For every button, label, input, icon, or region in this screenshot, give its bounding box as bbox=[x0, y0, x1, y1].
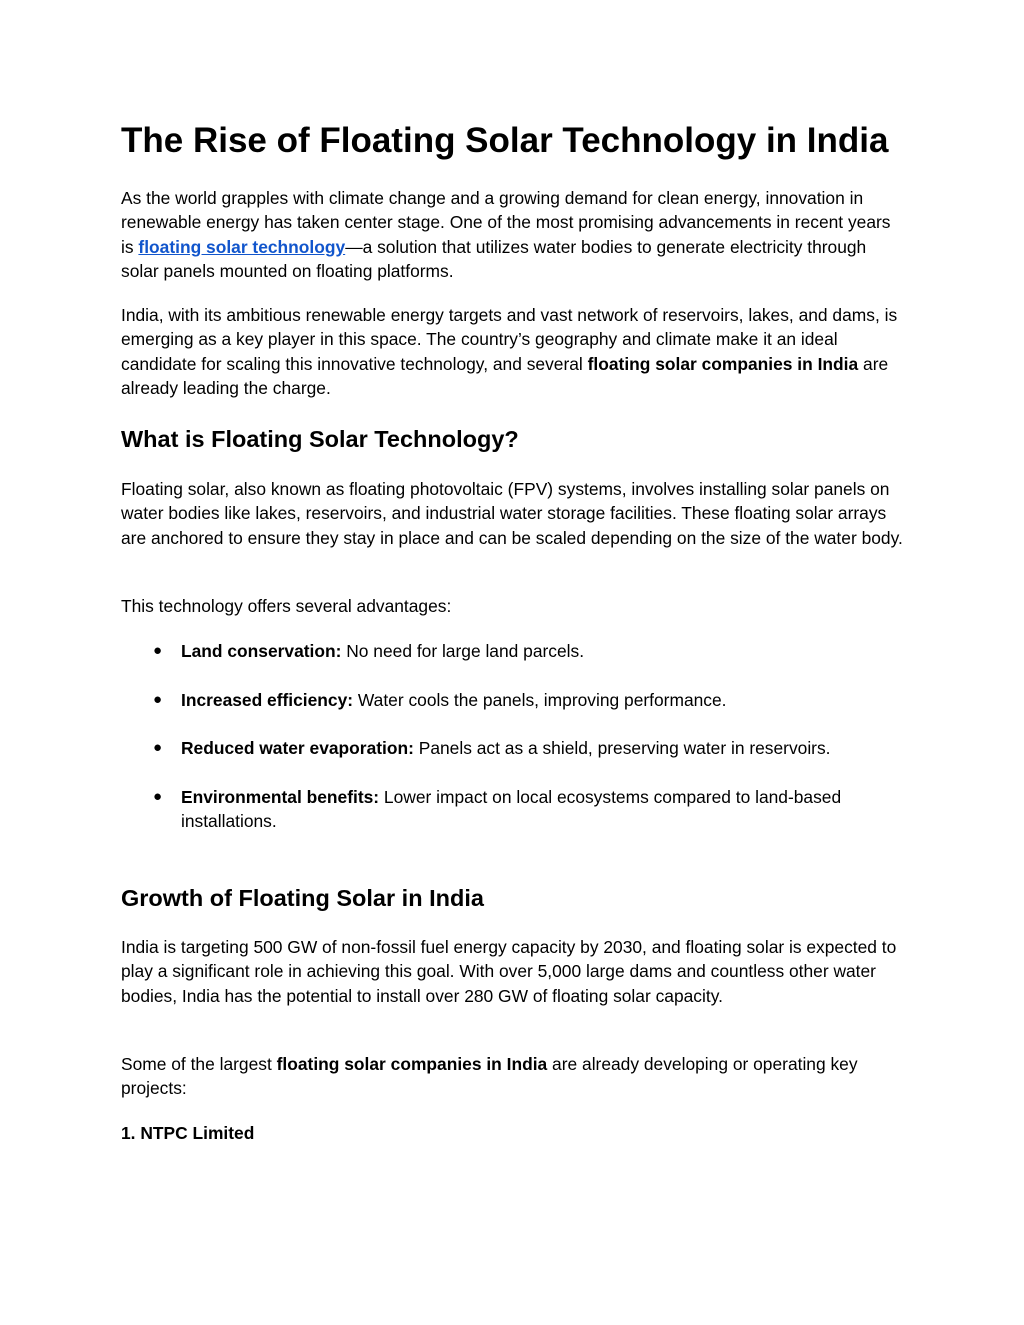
section2-p2-text-start: Some of the largest bbox=[121, 1054, 277, 1074]
floating-solar-technology-link[interactable]: floating solar technology bbox=[138, 236, 346, 257]
list-item-body: No need for large land parcels. bbox=[341, 641, 585, 661]
list-item-text bbox=[181, 639, 901, 663]
intro-p2-text-start: India, with its ambitious renewable energy targets and vast network of reservoirs, lakes, and dams, is emerging as a key player in this space. The country’s geography and climate make it an ideal candidate for scaling this innovative technology, and several bbox=[121, 305, 898, 374]
list-item-body: Panels act as a shield, preserving water in reservoirs. bbox=[413, 738, 831, 758]
bullet-icon: ● bbox=[153, 691, 163, 708]
section2-p2-text-end: are already developing or operating key projects: bbox=[121, 1054, 858, 1099]
intro-paragraph-2 bbox=[121, 303, 906, 401]
intro-p1-text-start: As the world grapples with climate change and a growing demand for clean energy, innovation in renewable energy has taken center stage. One of the most promising advancements in recent years is bbox=[121, 188, 891, 257]
list-item-label: Reduced water evaporation: bbox=[181, 738, 414, 758]
subheading-ntpc-text: 1. NTPC Limited bbox=[121, 1123, 255, 1143]
intro-paragraph-1 bbox=[121, 186, 906, 284]
section2-paragraph-2 bbox=[121, 1052, 906, 1101]
list-item-text bbox=[181, 736, 901, 760]
list-item-body: Lower impact on local ecosystems compared to land-based installations. bbox=[181, 787, 842, 832]
bullet-icon: ● bbox=[153, 739, 163, 756]
list-item-label: Increased efficiency: bbox=[181, 690, 354, 710]
section-heading-what-is: What is Floating Solar Technology? bbox=[121, 426, 519, 452]
list-item-text bbox=[181, 785, 901, 834]
intro-p2-text-end: are already leading the charge. bbox=[121, 353, 889, 399]
section2-paragraph-1: India is targeting 500 GW of non-fossil fuel energy capacity by 2030, and floating solar is expected to play a significant role in achieving this goal. With over 5,000 large dams and countless other water bodies, India has the potential to install over 280 GW of floating solar capacity. bbox=[121, 937, 897, 1006]
list-item-text bbox=[181, 688, 901, 712]
section1-paragraph-1: Floating solar, also known as floating photovoltaic (FPV) systems, involves installing solar panels on water bodies like lakes, reservoirs, and industrial water storage facilities. These floating solar arrays are anchored to ensure they stay in place and can be scaled depending on the size of the water body. bbox=[121, 479, 903, 548]
list-item-label: Environmental benefits: bbox=[181, 787, 380, 807]
list-item-label: Land conservation: bbox=[181, 641, 342, 661]
page-title: The Rise of Floating Solar Technology in India bbox=[121, 121, 889, 160]
intro-p1-text-end: —a solution that utilizes water bodies to generate electricity through solar panels mounted on floating platforms. bbox=[121, 236, 867, 282]
section1-paragraph-2: This technology offers several advantages: bbox=[121, 596, 452, 616]
subheading-ntpc bbox=[121, 1121, 906, 1145]
bullet-icon: ● bbox=[153, 788, 163, 805]
section-heading-growth: Growth of Floating Solar in India bbox=[121, 885, 484, 911]
list-item-body: Water cools the panels, improving performance. bbox=[353, 690, 727, 710]
bullet-icon: ● bbox=[153, 642, 163, 659]
section2-p2-bold-phrase: floating solar companies in India bbox=[276, 1054, 548, 1074]
intro-p2-bold-phrase: floating solar companies in India bbox=[587, 353, 859, 374]
